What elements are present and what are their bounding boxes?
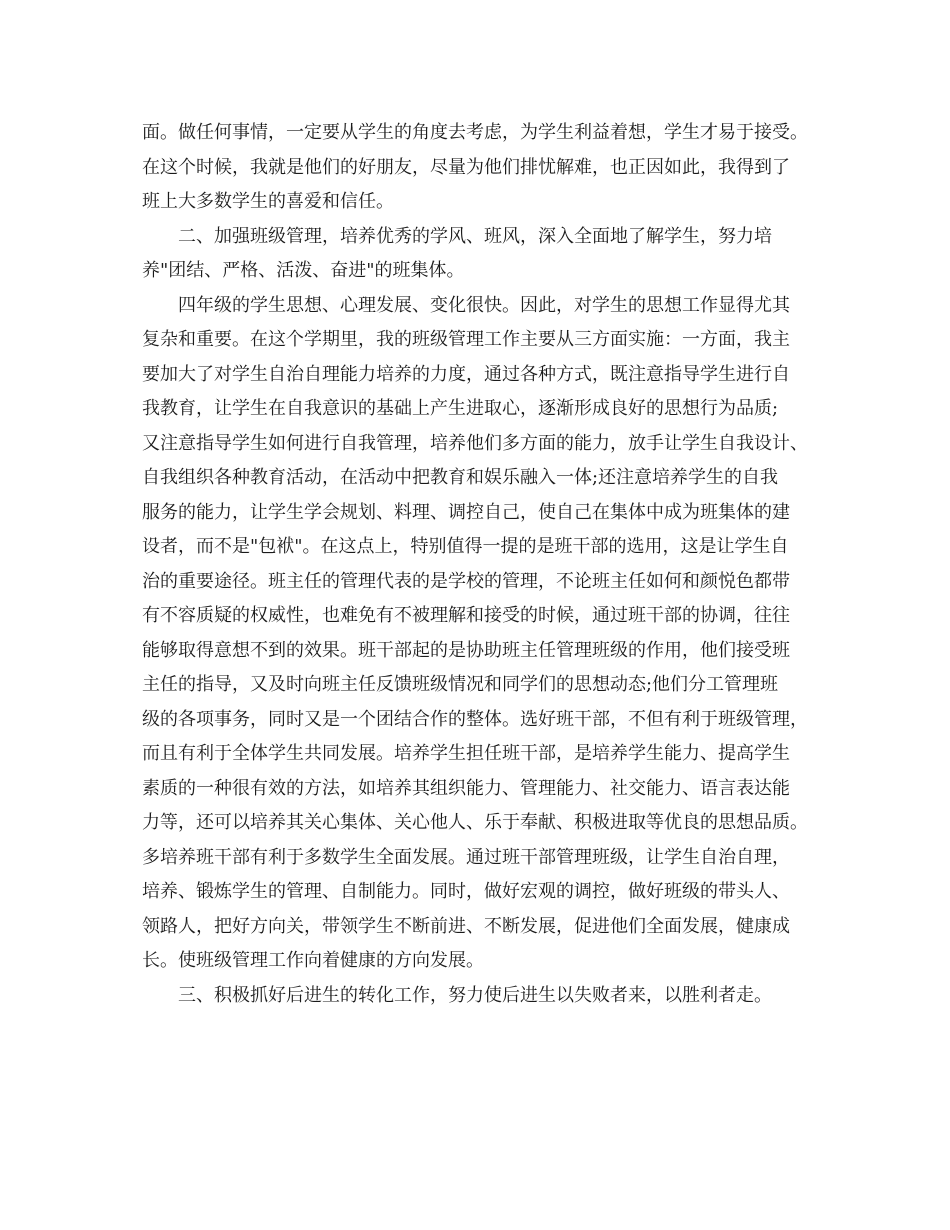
text-line: 四年级的学生思想、心理发展、变化很快。因此，对学生的思想工作显得尤其 [178,294,790,316]
body-text [142,116,842,1013]
text-line: 有不容质疑的权威性，也难免有不被理解和接受的时候，通过班干部的协调，往往 [142,605,790,626]
text-line: 二、加强班级管理，培养优秀的学风、班风，深入全面地了解学生，努力培 [178,225,772,247]
text-line: 长。使班级管理工作向着健康的方向发展。 [142,950,484,971]
text-line: 班上大多数学生的喜爱和信任。 [142,191,394,212]
text-line: 培养、锻炼学生的管理、自制能力。同时，做好宏观的调控，做好班级的带头人、 [142,881,790,902]
text-line: 多培养班干部有利于多数学生全面发展。通过班干部管理班级，让学生自治自理， [142,846,790,868]
text-line: 复杂和重要。在这个学期里，我的班级管理工作主要从三方面实施：一方面，我主 [142,329,790,350]
text-line: 设者，而不是"包袱"。在这点上，特别值得一提的是班干部的选用，这是让学生自 [142,536,789,557]
text-line: 在这个时候，我就是他们的好朋友，尽量为他们排忧解难，也正因如此，我得到了 [142,156,790,178]
text-line: 养"团结、严格、活泼、奋进"的班集体。 [142,260,465,281]
text-line: 能够取得意想不到的效果。班干部起的是协助班主任管理班级的作用，他们接受班 [142,639,790,661]
text-line: 要加大了对学生自治自理能力培养的力度，通过各种方式，既注意指导学生进行自 [142,363,790,385]
text-line: 又注意指导学生如何进行自我管理，培养他们多方面的能力，放手让学生自我设计、 [142,432,808,454]
text-line: 我教育，让学生在自我意识的基础上产生进取心，逐渐形成良好的思想行为品质; [142,398,779,419]
text-line: 治的重要途径。班主任的管理代表的是学校的管理，不论班主任如何和颜悦色都带 [142,570,790,592]
text-line: 主任的指导，又及时向班主任反馈班级情况和同学们的思想动态;他们分工管理班 [142,674,779,695]
text-line: 领路人，把好方向关，带领学生不断前进、不断发展，促进他们全面发展，健康成 [142,915,790,937]
text-line: 自我组织各种教育活动，在活动中把教育和娱乐融入一体;还注意培养学生的自我 [142,467,779,488]
text-line: 力等，还可以培养其关心集体、关心他人、乐于奉献、积极进取等优良的思想品质。 [142,812,808,833]
text-line: 面。做任何事情，一定要从学生的角度去考虑，为学生利益着想，学生才易于接受。 [142,122,808,143]
text-line: 素质的一种很有效的方法，如培养其组织能力、管理能力、社交能力、语言表达能 [142,777,790,799]
text-line: 级的各项事务，同时又是一个团结合作的整体。选好班干部，不但有利于班级管理， [142,708,808,730]
text-line: 三、积极抓好后进生的转化工作，努力使后进生以失败者来，以胜利者走。 [178,984,772,1006]
text-line: 而且有利于全体学生共同发展。培养学生担任班干部，是培养学生能力、提高学生 [142,743,790,764]
text-line: 服务的能力，让学生学会规划、料理、调控自己，使自己在集体中成为班集体的建 [142,501,790,523]
